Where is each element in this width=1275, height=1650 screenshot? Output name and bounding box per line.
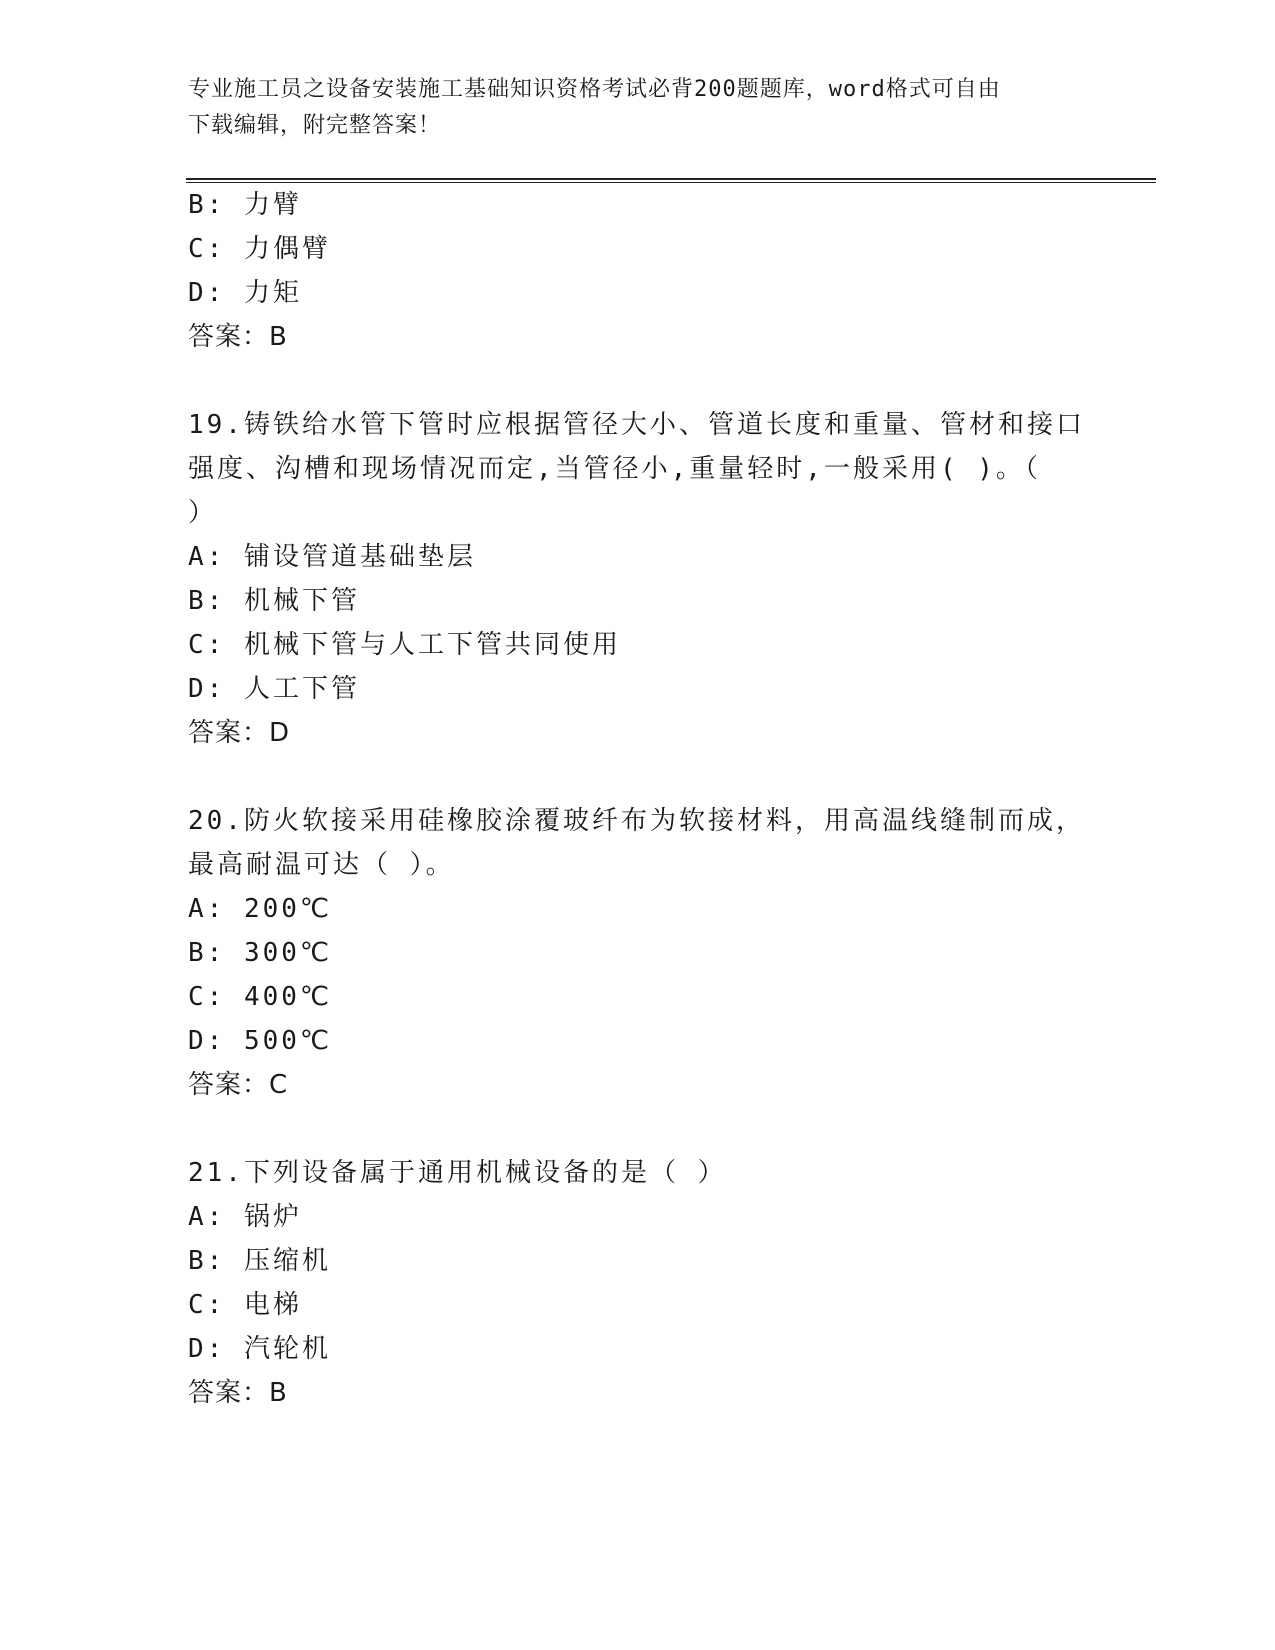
q19-option-b: B: 机械下管 [188,586,360,616]
q20-answer: 答案：C [188,1070,289,1100]
q21-option-d: D: 汽轮机 [188,1334,331,1364]
q19-answer: 答案：D [188,718,291,748]
q20-option-b: B: 300℃ [188,938,333,968]
q21-option-a: A: 锅炉 [188,1202,302,1232]
q21-stem-line-1: 21.下列设备属于通用机械设备的是（ ） [188,1158,727,1188]
q19-stem-line-2: 强度、沟槽和现场情况而定,当管径小,重量轻时,一般采用( )。（ [188,454,1041,484]
q19-stem-line-1: 19.铸铁给水管下管时应根据管径大小、管道长度和重量、管材和接口 [188,410,1085,440]
document-header [188,72,1068,144]
q18-answer: 答案：B [188,322,288,352]
q19-option-a: A: 铺设管道基础垫层 [188,542,476,572]
header-divider [186,178,1156,183]
q18-option-b: B: 力臂 [188,190,302,220]
header-line-2: 下载编辑，附完整答案！ [188,113,442,138]
q19-option-c: C: 机械下管与人工下管共同使用 [188,630,621,660]
q21-answer: 答案：B [188,1378,288,1408]
q19-option-d: D: 人工下管 [188,674,360,704]
q18-option-d: D: 力矩 [188,278,302,308]
q20-option-c: C: 400℃ [188,982,333,1012]
q20-stem-line-1: 20.防火软接采用硅橡胶涂覆玻纤布为软接材料，用高温线缝制而成， [188,806,1085,836]
header-line-1: 专业施工员之设备安装施工基础知识资格考试必背200题题库，word格式可自由 [188,77,1001,102]
q20-option-d: D: 500℃ [188,1026,333,1056]
q21-option-b: B: 压缩机 [188,1246,331,1276]
q21-option-c: C: 电梯 [188,1290,302,1320]
q19-stem-line-3: ） [188,498,218,528]
q20-stem-line-2: 最高耐温可达（ ）。 [188,850,455,880]
q20-option-a: A: 200℃ [188,894,333,924]
q18-option-c: C: 力偶臂 [188,234,331,264]
